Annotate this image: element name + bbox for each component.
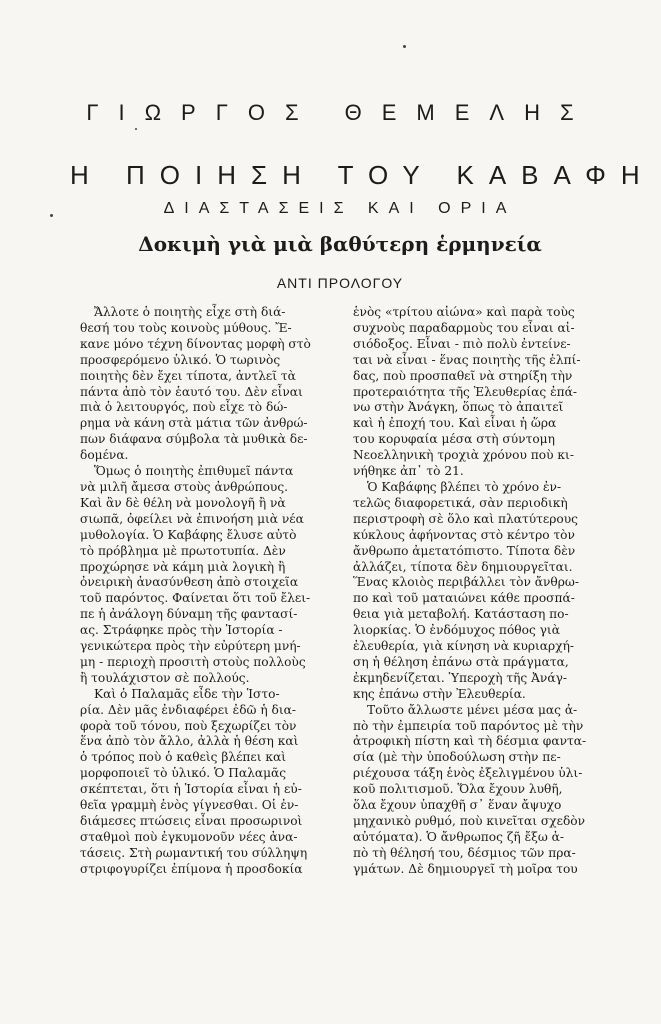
text-line: θεια γιὰ μεταβολή. Κατάσταση πο- <box>353 607 569 622</box>
text-line: θεσή του τοὺς κοινοὺς μύθους. Ἔ- <box>80 320 292 335</box>
text-line: κης ἐπάνω στὴν Ἐλευθερία. <box>353 686 526 701</box>
text-line: ἕνα ἀπὸ τὸν ἄλλο, ἀλλὰ ἡ θέση καὶ <box>80 734 299 749</box>
ink-speck <box>50 214 53 217</box>
text-line: πε ἡ ἀνάλογη δύναμη τῆς φαντασί- <box>80 607 298 622</box>
text-line: γμάτων. Δὲ δημιουργεῖ τὴ μοῖρα του <box>353 861 578 876</box>
text-line: Ἄλλοτε ὁ ποιητὴς εἶχε στὴ διά- <box>94 305 286 319</box>
author-name: ΓΙΩΡΓΟΣ ΘΕΜΕΛΗΣ <box>86 100 594 125</box>
text-line: Ἕνας κλοιὸς περιβάλλει τὸν ἄνθρω- <box>353 575 579 590</box>
text-line: σία (μὲ τὴν ὑποδούλωση στὴν πε- <box>353 750 561 765</box>
text-line: νω στὴν Ἀνάγκη, ὅπως τὸ ἀπαιτεῖ <box>353 400 564 415</box>
text-line: φορὰ τοῦ τόνου, ποὺ ξεχωρίζει τὸν <box>80 718 297 733</box>
text-line: γενικώτερα πρὸς τὴν εὐρύτερη μνή- <box>80 639 301 654</box>
text-line: αὐτόματα). Ὁ ἄνθρωπος ζῆ ἔξω ἀ- <box>353 829 565 844</box>
text-line: ρία. Δὲν μᾶς ἐνδιαφέρει ἐδῶ ἡ δια- <box>80 702 297 717</box>
section-label: ΑΝΤΙ ΠΡΟΛΟΓΟΥ <box>276 275 404 291</box>
text-line: κύκλους ἀφήνοντας στὸ κέντρο τὸν <box>353 527 575 542</box>
book-title: Η ΠΟΙΗΣΗ ΤΟΥ ΚΑΒΑΦΗ <box>70 160 655 190</box>
text-line: πὸ τὴν ἐμπειρία τοῦ παρόντος μὲ τὴν <box>353 718 584 733</box>
text-line: Τοῦτο ἄλλωστε μένει μέσα μας ἀ- <box>367 702 578 717</box>
book-subtitle: ΔΙΑΣΤΑΣΕΙΣ ΚΑΙ ΟΡΙΑ <box>163 200 517 217</box>
text-line: τοῦ παρόντος. Φαίνεται ὅτι τοῦ ἔλει- <box>80 591 311 606</box>
text-line: ἀλλάζει, τίποτα δὲν δημιουργεῖται. <box>353 559 573 574</box>
text-line: δας, ποὺ προσπαθεῖ νὰ στηρίξη τὴν <box>353 368 573 383</box>
text-line: μορφοποιεῖ τὸ ὑλικό. Ὁ Παλαμᾶς <box>80 766 287 781</box>
essay-heading: Δοκιμὴ γιὰ μιὰ βαθύτερη ἑρμηνεία <box>138 232 542 256</box>
text-line: ἐκμηδενίζεται. Ὑπεροχὴ τῆς Ἀνάγ- <box>353 670 567 685</box>
text-line: ση ἡ θέληση ἐπάνω στὰ πράγματα, <box>353 654 569 669</box>
text-line: ἄνθρωπο ἀμετατόπιστο. Τίποτα δὲν <box>353 543 576 558</box>
text-line: ρημα νὰ κάνη στὰ μάτια τῶν ἀνθρώ- <box>80 416 308 431</box>
text-line: νήθηκε ἀπ᾽ τὸ 21. <box>353 464 464 479</box>
text-line: ἀτροφικὴ πίστη καὶ τὴ δέσμια φαντα- <box>353 734 587 749</box>
ink-speck <box>135 128 137 130</box>
text-line: Καὶ ἂν δὲ θέλη νὰ μονολογῆ ἢ νὰ <box>80 495 286 510</box>
text-line: ὀνειρικὴ ἀνασύνθεση ἀπὸ στοιχεῖα <box>80 575 299 590</box>
left-column <box>80 305 332 878</box>
text-line: ὅλα ἔχουν ὑπαχθῆ σ᾽ ἕναν ἄψυχο <box>353 798 562 813</box>
text-line: διάμεσες πτώσεις εἶναι προσωρινοὶ <box>80 814 303 828</box>
text-line: τάσεις. Στὴ ρωμαντική του σύλληψη <box>80 845 308 860</box>
text-line: πο καὶ τοῦ ματαιώνει κάθε προσπά- <box>353 591 575 606</box>
text-line: πων διάφανα σύμβολα τὰ μυθικὰ δε- <box>80 432 308 447</box>
text-line: ας. Στράφηκε πρὸς τὴν Ἱστορία - <box>80 623 283 638</box>
text-line: τελῶς διαφορετικά, σὰν περιοδικὴ <box>353 495 568 510</box>
text-line: κοῦ πολιτισμοῦ. Ὅλα ἔχουν λυθῆ, <box>353 782 563 797</box>
text-line: πιὰ ὁ λειτουργός, ποὺ εἶχε τὸ δώ- <box>80 400 288 415</box>
text-line: σιόδοξος. Εἶναι - πιὸ πολὺ ἐντείνε- <box>353 336 571 351</box>
text-line: πὸ τὴ θέλησή του, δέσμιος τῶν πρα- <box>353 845 576 860</box>
right-column <box>353 305 605 878</box>
text-line: περιστροφὴ σὲ ὅλο καὶ πλατύτερους <box>353 511 578 526</box>
text-line: προτεραιότητα τῆς Ἐλευθερίας ἐπά- <box>353 384 577 399</box>
text-line: στριφογυρίζει ἐπίμονα ἡ προσδοκία <box>80 861 303 876</box>
text-line: του κορυφαία μέσα στὴ σύντομη <box>353 432 555 447</box>
text-line: ἐλευθερία, γιὰ κίνηση νὰ κυριαρχή- <box>353 639 575 654</box>
text-line: δομένα. <box>80 448 129 463</box>
text-line: μυθολογία. Ὁ Καβάφης ἔλυσε αὐτὸ <box>80 527 297 542</box>
text-line: σταθμοὶ ποὺ ἐγκυμονοῦν νέες ἀνα- <box>80 829 298 844</box>
text-line: τὸ πρόβλημα μὲ πρωτοτυπία. Δὲν <box>80 543 286 558</box>
text-line: νὰ μιλῆ ἄμεσα στοὺς ἀνθρώπους. <box>80 479 289 494</box>
text-line: ται νὰ εἶναι - ἕνας ποιητὴς τῆς ἐλπί- <box>353 352 581 367</box>
text-line: Ὁ Καβάφης βλέπει τὸ χρόνο ἐν- <box>367 479 562 494</box>
text-line: ὁ τρόπος ποὺ ὁ καθεὶς βλέπει καὶ <box>80 750 287 765</box>
text-line: Νεοελληνικὴ τροχιὰ χρόνου ποὺ κι- <box>353 448 574 463</box>
text-line: καὶ ἡ ἐποχή του. Καὶ εἶναι ἡ ὥρα <box>353 416 557 431</box>
text-line: ἢ τουλάχιστον σὲ πολλούς. <box>80 670 250 685</box>
text-line: Καὶ ὁ Παλαμᾶς εἶδε τὴν Ἱστο- <box>94 686 280 701</box>
text-line: ποιητὴς δὲν ἔχει τίποτα, ἀντλεῖ τὰ <box>80 368 296 383</box>
text-line: πάντα ἀπὸ τὸν ἑαυτό του. Δὲν εἶναι <box>80 384 303 399</box>
text-line: προσφερόμενο ὑλικό. Ὁ τωρινὸς <box>80 352 281 367</box>
text-line: σκέπτεται, ὅτι ἡ Ἱστορία εἶναι ἡ εὐ- <box>80 782 302 797</box>
text-line: θεῖα γραμμὴ ἑνὸς γίγνεσθαι. Οἱ ἐν- <box>80 798 299 813</box>
text-line: προχώρησε νὰ κάμη μιὰ λογικὴ ἢ <box>80 559 286 574</box>
text-line: σιωπᾶ, ὀφείλει νὰ ἐπινοήση μιὰ νέα <box>80 511 304 526</box>
text-line: Ὅμως ὁ ποιητὴς ἐπιθυμεῖ πάντα <box>94 464 294 479</box>
text-line: λιορκίας. Ὁ ἐνδόμυχος πόθος γιὰ <box>353 623 560 638</box>
text-line: ριέχουσα τάξη ἑνὸς ἐξελιγμένου ὑλι- <box>353 766 583 781</box>
text-line: κανε μόνο τέχνη δίνοντας μορφὴ στὸ <box>80 336 311 351</box>
text-line: μηχανικὸ ρυθμό, ποὺ κινεῖται σχεδὸν <box>353 814 586 828</box>
text-line: ἑνὸς «τρίτου αἰώνα» καὶ παρὰ τοὺς <box>353 305 575 319</box>
text-line: συχνοὺς παραδαρμοὺς του εἶναι αἰ- <box>353 320 575 335</box>
ink-speck <box>403 45 406 48</box>
text-line: μη - περιοχὴ προσιτὴ στοὺς πολλοὺς <box>80 654 306 669</box>
